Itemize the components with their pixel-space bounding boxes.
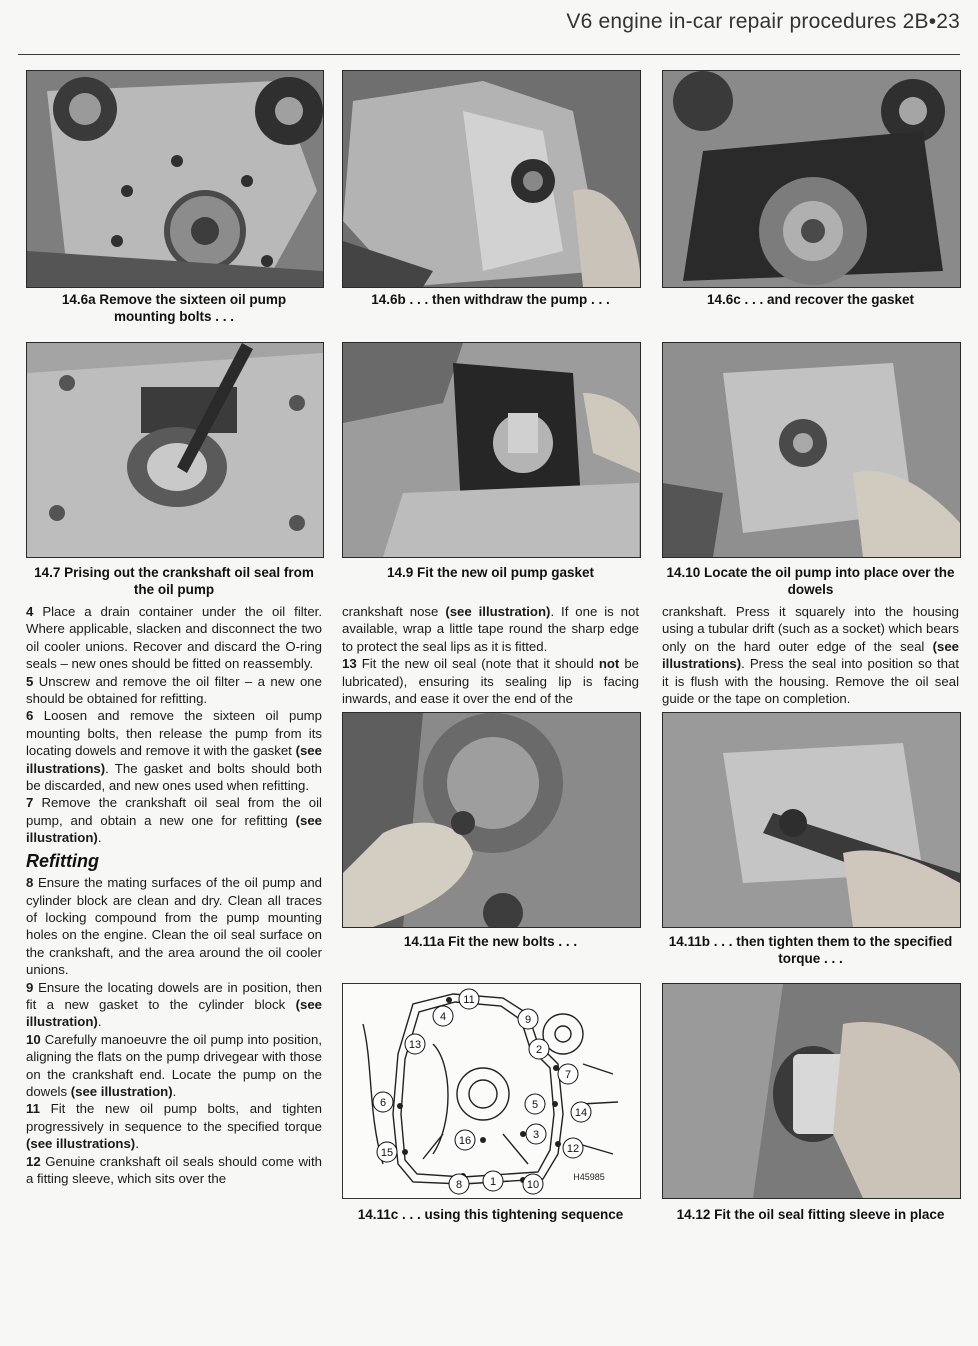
caption-14-11c: 14.11c . . . using this tightening sequence xyxy=(357,1207,624,1222)
seq-label-11: 11 xyxy=(463,994,475,1006)
photo-14-11a xyxy=(342,712,641,928)
page-header: V6 engine in-car repair procedures 2B•23 xyxy=(566,10,960,33)
seq-label-8: 8 xyxy=(455,1179,463,1191)
photo-14-6b xyxy=(342,70,641,288)
seq-label-15: 15 xyxy=(380,1147,394,1159)
photo-14-11b xyxy=(662,712,961,928)
caption-14-7: 14.7 Prising out the crankshaft oil seal from the oil pump xyxy=(34,565,314,597)
paragraph-6: 6 Loosen and remove the sixteen oil pump mounting bolts, then release the pump from its locating dowels and remove it with the gasket (see illustrations). The gasket and bolts should both be discarded, and new ones used when refitting. xyxy=(26,708,322,794)
paragraph-13-continued: crankshaft. Press it squarely into the housing using a tubular drift (such as a socket) which bears only on the hard outer edge of the seal (see illustrations). Press the seal into position so that it is flush with the housing. Remove the oil seal guide or the tape on completion. xyxy=(662,604,959,707)
seq-label-4: 4 xyxy=(439,1011,447,1023)
paragraph-10: 10 Carefully manoeuvre the oil pump into position, aligning the flats on the pump drivegear with those on the crankshaft end. Locate the pump on the dowels (see illustration). xyxy=(26,1031,322,1099)
photo-14-10 xyxy=(662,342,961,558)
caption-14-11b: 14.11b . . . then tighten them to the specified torque . . . xyxy=(668,934,953,966)
seq-label-9: 9 xyxy=(524,1014,532,1026)
seq-label-14: 14 xyxy=(574,1107,588,1119)
refitting-heading: Refitting xyxy=(26,850,99,871)
caption-14-6b: 14.6b . . . then withdraw the pump . . . xyxy=(371,292,610,307)
seq-label-3: 3 xyxy=(532,1129,540,1141)
caption-14-11a: 14.11a Fit the new bolts . . . xyxy=(403,934,578,949)
tightening-sequence-diagram xyxy=(342,983,641,1199)
paragraph-8: 8 Ensure the mating surfaces of the oil pump and cylinder block are clean and dry. Clean all traces of locking compound from the pump mounting holes on the engine. Clean the oil seal surface on the crankshaft, and the area around the oil cooler unions. xyxy=(26,875,322,978)
paragraph-7: 7 Remove the crankshaft oil seal from the oil pump, and obtain a new one for refitting (see illustration). xyxy=(26,795,322,846)
diagram-code: H45985 xyxy=(573,1172,605,1182)
seq-label-7: 7 xyxy=(564,1069,572,1081)
caption-14-6c: 14.6c . . . and recover the gasket xyxy=(706,292,915,307)
seq-label-5: 5 xyxy=(531,1099,539,1111)
seq-label-2: 2 xyxy=(535,1044,543,1056)
photo-14-12 xyxy=(662,983,961,1199)
text-column-2 xyxy=(342,603,639,707)
seq-label-12: 12 xyxy=(566,1143,580,1155)
photo-14-7 xyxy=(26,342,324,558)
caption-14-12: 14.12 Fit the oil seal fitting sleeve in place xyxy=(676,1207,945,1222)
photo-14-6c xyxy=(662,70,961,288)
paragraph-11: 11 Fit the new oil pump bolts, and tighten progressively in sequence to the specified torque (see illustrations). xyxy=(26,1101,322,1152)
seq-label-6: 6 xyxy=(379,1097,387,1109)
paragraph-12: 12 Genuine crankshaft oil seals should come with a fitting sleeve, which sits over the xyxy=(26,1153,322,1186)
seq-label-13: 13 xyxy=(408,1039,422,1051)
header-rule xyxy=(18,54,960,55)
seq-label-1: 1 xyxy=(489,1176,497,1188)
caption-14-10: 14.10 Locate the oil pump into place over the dowels xyxy=(666,565,955,597)
caption-14-9: 14.9 Fit the new oil pump gasket xyxy=(386,565,595,580)
paragraph-12-continued: crankshaft nose (see illustration). If one is not available, wrap a little tape round the sharp edge to protect the seal lips as it is fitted. xyxy=(342,604,639,654)
seq-label-16: 16 xyxy=(458,1135,472,1147)
paragraph-5: 5 Unscrew and remove the oil filter – a new one should be obtained for refitting. xyxy=(26,673,322,707)
photo-14-9 xyxy=(342,342,641,558)
paragraph-13: 13 Fit the new oil seal (note that it should not be lubricated), ensuring its sealing lip is facing inwards, and ease it over the end of the xyxy=(342,656,640,707)
caption-14-6a: 14.6a Remove the sixteen oil pump mounting bolts . . . xyxy=(61,292,287,324)
seq-label-10: 10 xyxy=(526,1179,540,1191)
text-column-1 xyxy=(26,603,322,1187)
paragraph-9: 9 Ensure the locating dowels are in position, then fit a new gasket to the cylinder block (see illustration). xyxy=(26,979,323,1030)
text-column-3 xyxy=(662,603,959,707)
photo-14-6a xyxy=(26,70,324,288)
paragraph-4: 4 Place a drain container under the oil filter. Where applicable, slacken and disconnect the two oil cooler unions. Recover and discard the O-ring seals – new ones should be fitted on reassembly. xyxy=(26,604,322,672)
